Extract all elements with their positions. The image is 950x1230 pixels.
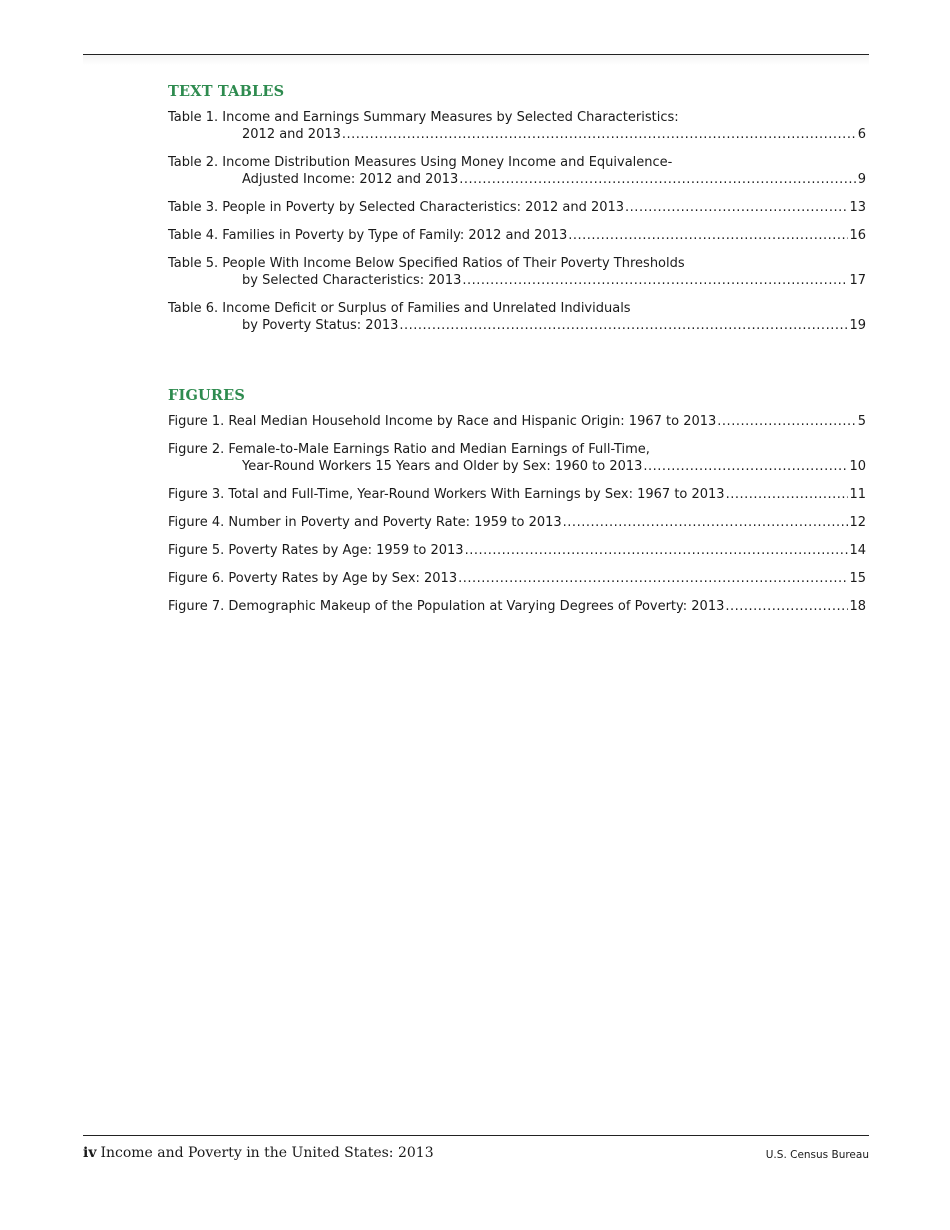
- entry-line-continued: [168, 171, 866, 188]
- table-entry[interactable]: [168, 199, 866, 216]
- entry-title: Table 6. Income Deficit or Surplus of Families and Unrelated Individuals: [168, 301, 631, 316]
- figure-entry[interactable]: [168, 570, 866, 587]
- page-number: 12: [849, 515, 866, 530]
- dot-leader: [458, 570, 848, 587]
- page-number: 9: [857, 172, 866, 187]
- dot-leader: [717, 413, 856, 430]
- dot-leader: [625, 199, 848, 216]
- page-number: 10: [849, 459, 866, 474]
- entry-title: Table 2. Income Distribution Measures Using Money Income and Equivalence-: [168, 155, 673, 170]
- figures-list: [168, 413, 866, 615]
- entry-line: [168, 154, 866, 171]
- entry-line: [168, 413, 866, 430]
- figure-entry[interactable]: [168, 413, 866, 430]
- entry-title: Figure 7. Demographic Makeup of the Population at Varying Degrees of Poverty: 2013: [168, 599, 725, 614]
- dot-leader: [399, 317, 848, 334]
- page-number: 11: [849, 487, 866, 502]
- dot-leader: [563, 514, 849, 531]
- page-number: 17: [849, 273, 866, 288]
- entry-title-continued: 2012 and 2013: [242, 127, 341, 142]
- entry-title: Figure 1. Real Median Household Income by Race and Hispanic Origin: 1967 to 2013: [168, 414, 717, 429]
- table-of-contents: [168, 82, 866, 615]
- figures-heading: FIGURES: [168, 387, 246, 404]
- table-entry[interactable]: [168, 255, 866, 289]
- publisher-name: U.S. Census Bureau: [765, 1149, 869, 1161]
- entry-line-continued: [168, 458, 866, 475]
- section-gap: [168, 334, 866, 386]
- entry-title: Figure 4. Number in Poverty and Poverty Rate: 1959 to 2013: [168, 515, 562, 530]
- entry-title: Table 1. Income and Earnings Summary Measures by Selected Characteristics:: [168, 110, 679, 125]
- entry-title: Figure 3. Total and Full-Time, Year-Round Workers With Earnings by Sex: 1967 to 2013: [168, 487, 725, 502]
- page-number: 16: [849, 228, 866, 243]
- page-number: 13: [849, 200, 866, 215]
- dot-leader: [465, 542, 849, 559]
- entry-line: [168, 255, 866, 272]
- dot-leader: [459, 171, 856, 188]
- entry-title: Table 4. Families in Poverty by Type of Family: 2012 and 2013: [168, 228, 568, 243]
- footer-rule: [83, 1135, 869, 1136]
- entry-line: [168, 486, 866, 503]
- page-number: 6: [857, 127, 866, 142]
- page-number: 18: [849, 599, 866, 614]
- entry-line: [168, 598, 866, 615]
- entry-line-continued: [168, 317, 866, 334]
- dot-leader: [462, 272, 848, 289]
- entry-line-continued: [168, 272, 866, 289]
- entry-title-continued: Adjusted Income: 2012 and 2013: [242, 172, 459, 187]
- figure-entry[interactable]: [168, 514, 866, 531]
- table-entry[interactable]: [168, 300, 866, 334]
- entry-line: [168, 570, 866, 587]
- table-entry[interactable]: [168, 109, 866, 143]
- page-number: 14: [849, 543, 866, 558]
- document-title: Income and Poverty in the United States: 2013: [100, 1145, 434, 1161]
- page-number: 5: [857, 414, 866, 429]
- entry-line: [168, 542, 866, 559]
- entry-title: Table 3. People in Poverty by Selected Characteristics: 2012 and 2013: [168, 200, 625, 215]
- dot-leader: [568, 227, 848, 244]
- entry-line-continued: [168, 126, 866, 143]
- text-tables-heading: TEXT TABLES: [168, 83, 285, 100]
- dot-leader: [643, 458, 848, 475]
- figure-entry[interactable]: [168, 486, 866, 503]
- page-number: 15: [849, 571, 866, 586]
- figure-entry[interactable]: [168, 598, 866, 615]
- dot-leader: [725, 598, 848, 615]
- table-entry[interactable]: [168, 154, 866, 188]
- top-rule-shadow: [83, 55, 869, 65]
- entry-title-continued: Year-Round Workers 15 Years and Older by Sex: 1960 to 2013: [242, 459, 643, 474]
- entry-line: [168, 441, 866, 458]
- entry-title: Figure 2. Female-to-Male Earnings Ratio and Median Earnings of Full-Time,: [168, 442, 650, 457]
- page-number-label: iv: [83, 1145, 97, 1161]
- footer-title: [83, 1145, 434, 1161]
- entry-title-continued: by Poverty Status: 2013: [242, 318, 399, 333]
- entry-title: Figure 5. Poverty Rates by Age: 1959 to 2013: [168, 543, 464, 558]
- entry-line: [168, 109, 866, 126]
- text-tables-list: [168, 109, 866, 334]
- dot-leader: [726, 486, 849, 503]
- entry-line: [168, 199, 866, 216]
- table-entry[interactable]: [168, 227, 866, 244]
- entry-title: Table 5. People With Income Below Specified Ratios of Their Poverty Thresholds: [168, 256, 685, 271]
- entry-line: [168, 300, 866, 317]
- page-number: 19: [849, 318, 866, 333]
- entry-title-continued: by Selected Characteristics: 2013: [242, 273, 462, 288]
- entry-line: [168, 514, 866, 531]
- entry-line: [168, 227, 866, 244]
- dot-leader: [342, 126, 857, 143]
- figure-entry[interactable]: [168, 542, 866, 559]
- figure-entry[interactable]: [168, 441, 866, 475]
- entry-title: Figure 6. Poverty Rates by Age by Sex: 2013: [168, 571, 458, 586]
